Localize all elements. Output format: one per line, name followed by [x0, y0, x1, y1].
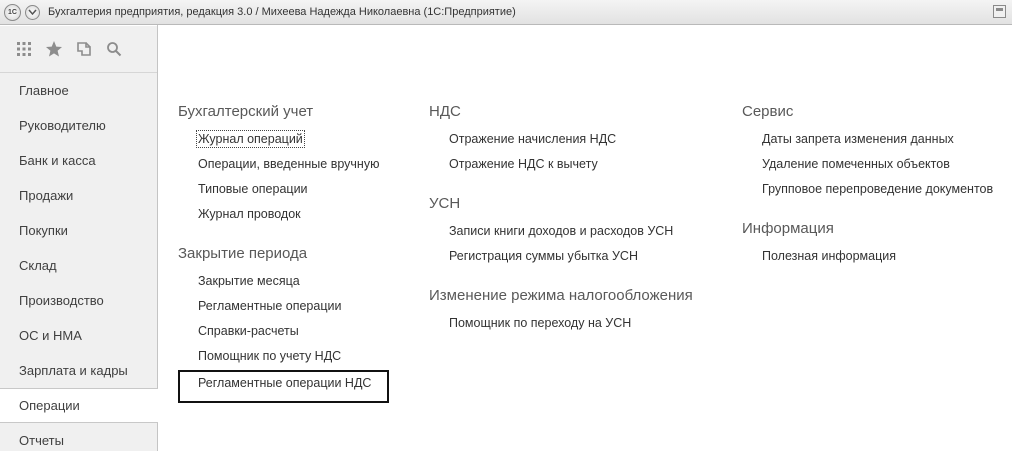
history-button[interactable] — [72, 37, 96, 61]
window-titlebar — [0, 0, 1012, 25]
app-logo-icon[interactable]: 1С — [4, 4, 21, 21]
column-accounting — [178, 101, 389, 416]
link-vat-deduction[interactable]: Отражение НДС к вычету — [449, 157, 598, 171]
section-main[interactable]: Главное — [19, 83, 69, 98]
link-delete-marked-objects[interactable]: Удаление помеченных объектов — [762, 157, 950, 171]
link-useful-info[interactable]: Полезная информация — [762, 249, 896, 263]
section-bank-cash[interactable]: Банк и касса — [19, 153, 96, 168]
section-title-accounting: Бухгалтерский учет — [178, 103, 314, 120]
link-operations-journal[interactable]: Журнал операций — [198, 132, 303, 146]
apps-grid-button[interactable] — [12, 37, 36, 61]
link-data-lock-dates[interactable]: Даты запрета изменения данных — [762, 132, 954, 146]
section-title-tax-mode: Изменение режима налогообложения — [429, 287, 693, 304]
link-month-close[interactable]: Закрытие месяца — [198, 274, 300, 288]
favorites-button[interactable] — [42, 37, 66, 61]
window-control-button[interactable] — [993, 5, 1006, 18]
links-service — [742, 130, 993, 205]
section-fixed-assets[interactable]: ОС и НМА — [19, 328, 82, 343]
window-title: Бухгалтерия предприятия, редакция 3.0 / Михеева Надежда Николаевна (1С:Предприятие) — [48, 6, 516, 18]
links-usn — [429, 222, 693, 272]
links-tax-mode — [429, 314, 693, 339]
link-calculation-certificates[interactable]: Справки-расчеты — [198, 324, 299, 338]
link-group-reposting[interactable]: Групповое перепроведение документов — [762, 182, 994, 196]
link-postings-journal[interactable]: Журнал проводок — [198, 207, 301, 221]
section-title-service: Сервис — [742, 103, 794, 120]
link-loss-registration[interactable]: Регистрация суммы убытка УСН — [449, 249, 638, 263]
search-button[interactable] — [102, 37, 126, 61]
sections-list — [0, 73, 157, 451]
section-title-info: Информация — [742, 220, 834, 237]
column-taxes — [429, 101, 693, 352]
search-icon — [106, 41, 122, 57]
section-manager[interactable]: Руководителю — [19, 118, 106, 133]
section-title-vat: НДС — [429, 103, 461, 120]
links-vat — [429, 130, 693, 180]
apps-grid-icon — [16, 41, 32, 57]
links-period-close — [178, 272, 389, 403]
panel-toolbar — [0, 25, 157, 73]
section-warehouse[interactable]: Склад — [19, 258, 57, 273]
links-accounting — [178, 130, 389, 230]
section-title-usn: УСН — [429, 195, 461, 212]
link-income-expense-book[interactable]: Записи книги доходов и расходов УСН — [449, 224, 674, 238]
link-typical-operations[interactable]: Типовые операции — [198, 182, 308, 196]
history-icon — [75, 40, 93, 58]
operations-content — [159, 25, 1012, 451]
section-reports[interactable]: Отчеты — [19, 433, 64, 448]
section-purchases[interactable]: Покупки — [19, 223, 68, 238]
section-production[interactable]: Производство — [19, 293, 104, 308]
section-sales[interactable]: Продажи — [19, 188, 74, 203]
column-service — [742, 101, 993, 285]
link-manual-operations[interactable]: Операции, введенные вручную — [198, 157, 380, 171]
main-menu-button[interactable] — [25, 5, 40, 20]
link-usn-transition-assistant[interactable]: Помощник по переходу на УСН — [449, 316, 632, 330]
section-operations[interactable]: Операции — [0, 388, 158, 423]
links-info — [742, 247, 993, 272]
link-vat-accrual[interactable]: Отражение начисления НДС — [449, 132, 617, 146]
link-regulated-operations[interactable]: Регламентные операции — [198, 299, 342, 313]
section-payroll[interactable]: Зарплата и кадры — [19, 363, 128, 378]
sections-panel — [0, 25, 158, 451]
section-title-period-close: Закрытие периода — [178, 245, 308, 262]
chevron-down-icon — [28, 9, 37, 15]
favorites-star-icon — [45, 40, 63, 58]
link-vat-assistant[interactable]: Помощник по учету НДС — [198, 349, 342, 363]
link-regulated-vat-operations[interactable]: Регламентные операции НДС — [178, 370, 389, 403]
